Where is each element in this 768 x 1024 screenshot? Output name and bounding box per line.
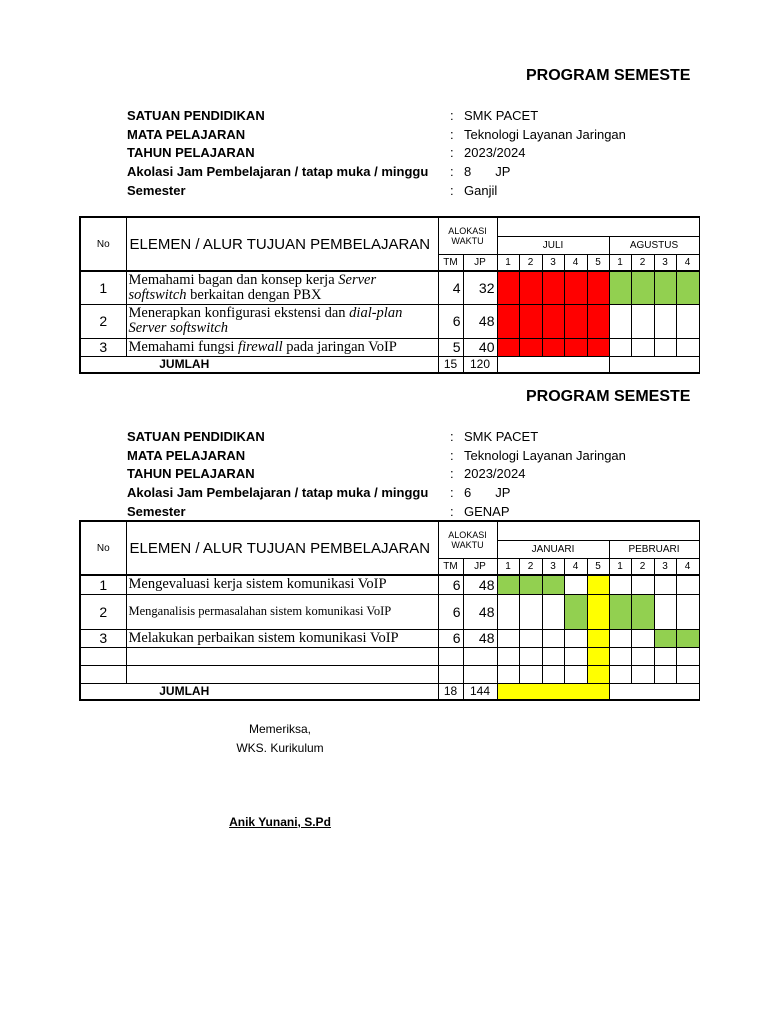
week-header: 2 <box>631 254 654 271</box>
info-label: Semester <box>127 182 186 198</box>
table-row <box>80 665 699 683</box>
info-label: Akolasi Jam Pembelajaran / tatap muka / minggu <box>127 164 429 180</box>
row-tm: 5 <box>438 338 463 356</box>
total-jp: 120 <box>463 356 497 373</box>
total-row <box>80 683 699 700</box>
row-elemen: Menganalisis permasalahan sistem komunikasi VoIP <box>126 594 438 629</box>
week-header: 4 <box>564 558 587 575</box>
week-header: 5 <box>587 254 609 271</box>
page-crop-edge <box>703 0 768 1024</box>
row-jp: 32 <box>463 271 497 304</box>
row-no: 1 <box>80 271 126 304</box>
row-jp: 40 <box>463 338 497 356</box>
row-elemen: Melakukan perbaikan sistem komunikasi VoIP <box>126 629 438 647</box>
school-info: SATUAN PENDIDIKAN : SMK PACET MATA PELAJARAN : Teknologi Layanan Jaringan TAHUN PELAJARAN : 2023/2024 Akolasi Jam Pembelajaran / tatap muka / minggu : 6 JP Semester : GENAP <box>127 428 626 521</box>
week-header: 1 <box>609 558 631 575</box>
row-tm: 6 <box>438 575 463 594</box>
info-label: MATA PELAJARAN <box>127 447 246 463</box>
week-header: 4 <box>676 254 699 271</box>
col-header-tm: TM <box>438 254 463 271</box>
row-tm: 6 <box>438 629 463 647</box>
table-row <box>80 271 699 304</box>
info-label: Akolasi Jam Pembelajaran / tatap muka / minggu <box>127 485 429 501</box>
total-jp: 144 <box>463 683 497 700</box>
total-label: JUMLAH <box>80 683 438 700</box>
row-elemen: Memahami bagan dan konsep kerja Server softswitch berkaitan dengan PBX <box>126 271 438 304</box>
week-header: 2 <box>631 558 654 575</box>
col-header-alokasi: ALOKASI WAKTU <box>438 217 497 254</box>
month-header: AGUSTUS <box>609 236 699 254</box>
month-header: JULI <box>497 236 609 254</box>
week-header: 3 <box>542 558 564 575</box>
week-header: 3 <box>654 558 676 575</box>
col-header-elemen: ELEMEN / ALUR TUJUAN PEMBELAJARAN <box>126 521 438 575</box>
row-jp: 48 <box>463 575 497 594</box>
row-no: 1 <box>80 575 126 594</box>
total-label: JUMLAH <box>80 356 438 373</box>
table-row <box>80 629 699 647</box>
table-row <box>80 594 699 629</box>
row-elemen: Mengevaluasi kerja sistem komunikasi VoIP <box>126 575 438 594</box>
row-no: 2 <box>80 304 126 338</box>
month-header: PEBRUARI <box>609 540 699 558</box>
week-header: 1 <box>497 254 519 271</box>
col-header-alokasi: ALOKASI WAKTU <box>438 521 497 558</box>
week-header: 1 <box>609 254 631 271</box>
month-header: JANUARI <box>497 540 609 558</box>
school-info: SATUAN PENDIDIKAN : SMK PACET MATA PELAJARAN : Teknologi Layanan Jaringan TAHUN PELAJARAN : 2023/2024 Akolasi Jam Pembelajaran / tatap muka / minggu : 8 JP Semester : Ganjil <box>127 107 626 200</box>
col-header-tm: TM <box>438 558 463 575</box>
week-header: 2 <box>519 558 542 575</box>
row-no: 3 <box>80 338 126 356</box>
row-tm: 4 <box>438 271 463 304</box>
col-header-no: No <box>80 521 126 575</box>
total-row <box>80 356 699 373</box>
info-label: MATA PELAJARAN <box>127 126 246 142</box>
row-no: 2 <box>80 594 126 629</box>
info-label: TAHUN PELAJARAN <box>127 145 255 161</box>
col-header-jp: JP <box>463 254 497 271</box>
signature-position: WKS. Kurikulum <box>236 741 324 755</box>
info-value: 2023/2024 <box>464 145 526 161</box>
info-value: 2023/2024 <box>464 466 526 482</box>
total-tm: 15 <box>438 356 463 373</box>
week-header: 2 <box>519 254 542 271</box>
week-header: 3 <box>654 254 676 271</box>
info-value: SMK PACET <box>464 108 539 123</box>
table-row <box>80 304 699 338</box>
schedule-table <box>79 520 700 701</box>
week-header: 5 <box>587 558 609 575</box>
schedule-table <box>79 216 700 374</box>
table-row <box>80 338 699 356</box>
row-no: 3 <box>80 629 126 647</box>
info-value: GENAP <box>464 503 510 519</box>
info-value: Teknologi Layanan Jaringan <box>464 126 626 142</box>
table-row <box>80 647 699 665</box>
info-value: SMK PACET <box>464 429 539 444</box>
info-unit: JP <box>495 485 511 501</box>
info-label: SATUAN PENDIDIKAN <box>127 108 265 123</box>
page-title: PROGRAM SEMESTE <box>526 67 691 84</box>
row-jp: 48 <box>463 304 497 338</box>
total-tm: 18 <box>438 683 463 700</box>
info-value: Ganjil <box>464 182 498 198</box>
info-unit: JP <box>495 164 511 180</box>
signature-note: Memeriksa, <box>248 722 311 736</box>
info-value: 8 <box>464 164 472 180</box>
week-header: 4 <box>564 254 587 271</box>
table-row <box>80 575 699 594</box>
row-elemen: Memahami fungsi firewall pada jaringan VoIP <box>126 338 438 356</box>
info-label: Semester <box>127 503 186 519</box>
row-jp: 48 <box>463 629 497 647</box>
signature-name: Anik Yunani, S.Pd <box>229 815 331 829</box>
row-tm: 6 <box>438 594 463 629</box>
week-header: 3 <box>542 254 564 271</box>
info-value: 6 <box>464 485 472 501</box>
info-label: SATUAN PENDIDIKAN <box>127 429 265 444</box>
info-label: TAHUN PELAJARAN <box>127 466 255 482</box>
week-header: 4 <box>676 558 699 575</box>
week-header: 1 <box>497 558 519 575</box>
row-elemen: Menerapkan konfigurasi ekstensi dan dial-plan Server softswitch <box>126 304 438 338</box>
info-value: Teknologi Layanan Jaringan <box>464 447 626 463</box>
col-header-no: No <box>80 217 126 271</box>
col-header-jp: JP <box>463 558 497 575</box>
row-jp: 48 <box>463 594 497 629</box>
page-title: PROGRAM SEMESTE <box>526 388 691 405</box>
col-header-elemen: ELEMEN / ALUR TUJUAN PEMBELAJARAN <box>126 217 438 271</box>
row-tm: 6 <box>438 304 463 338</box>
